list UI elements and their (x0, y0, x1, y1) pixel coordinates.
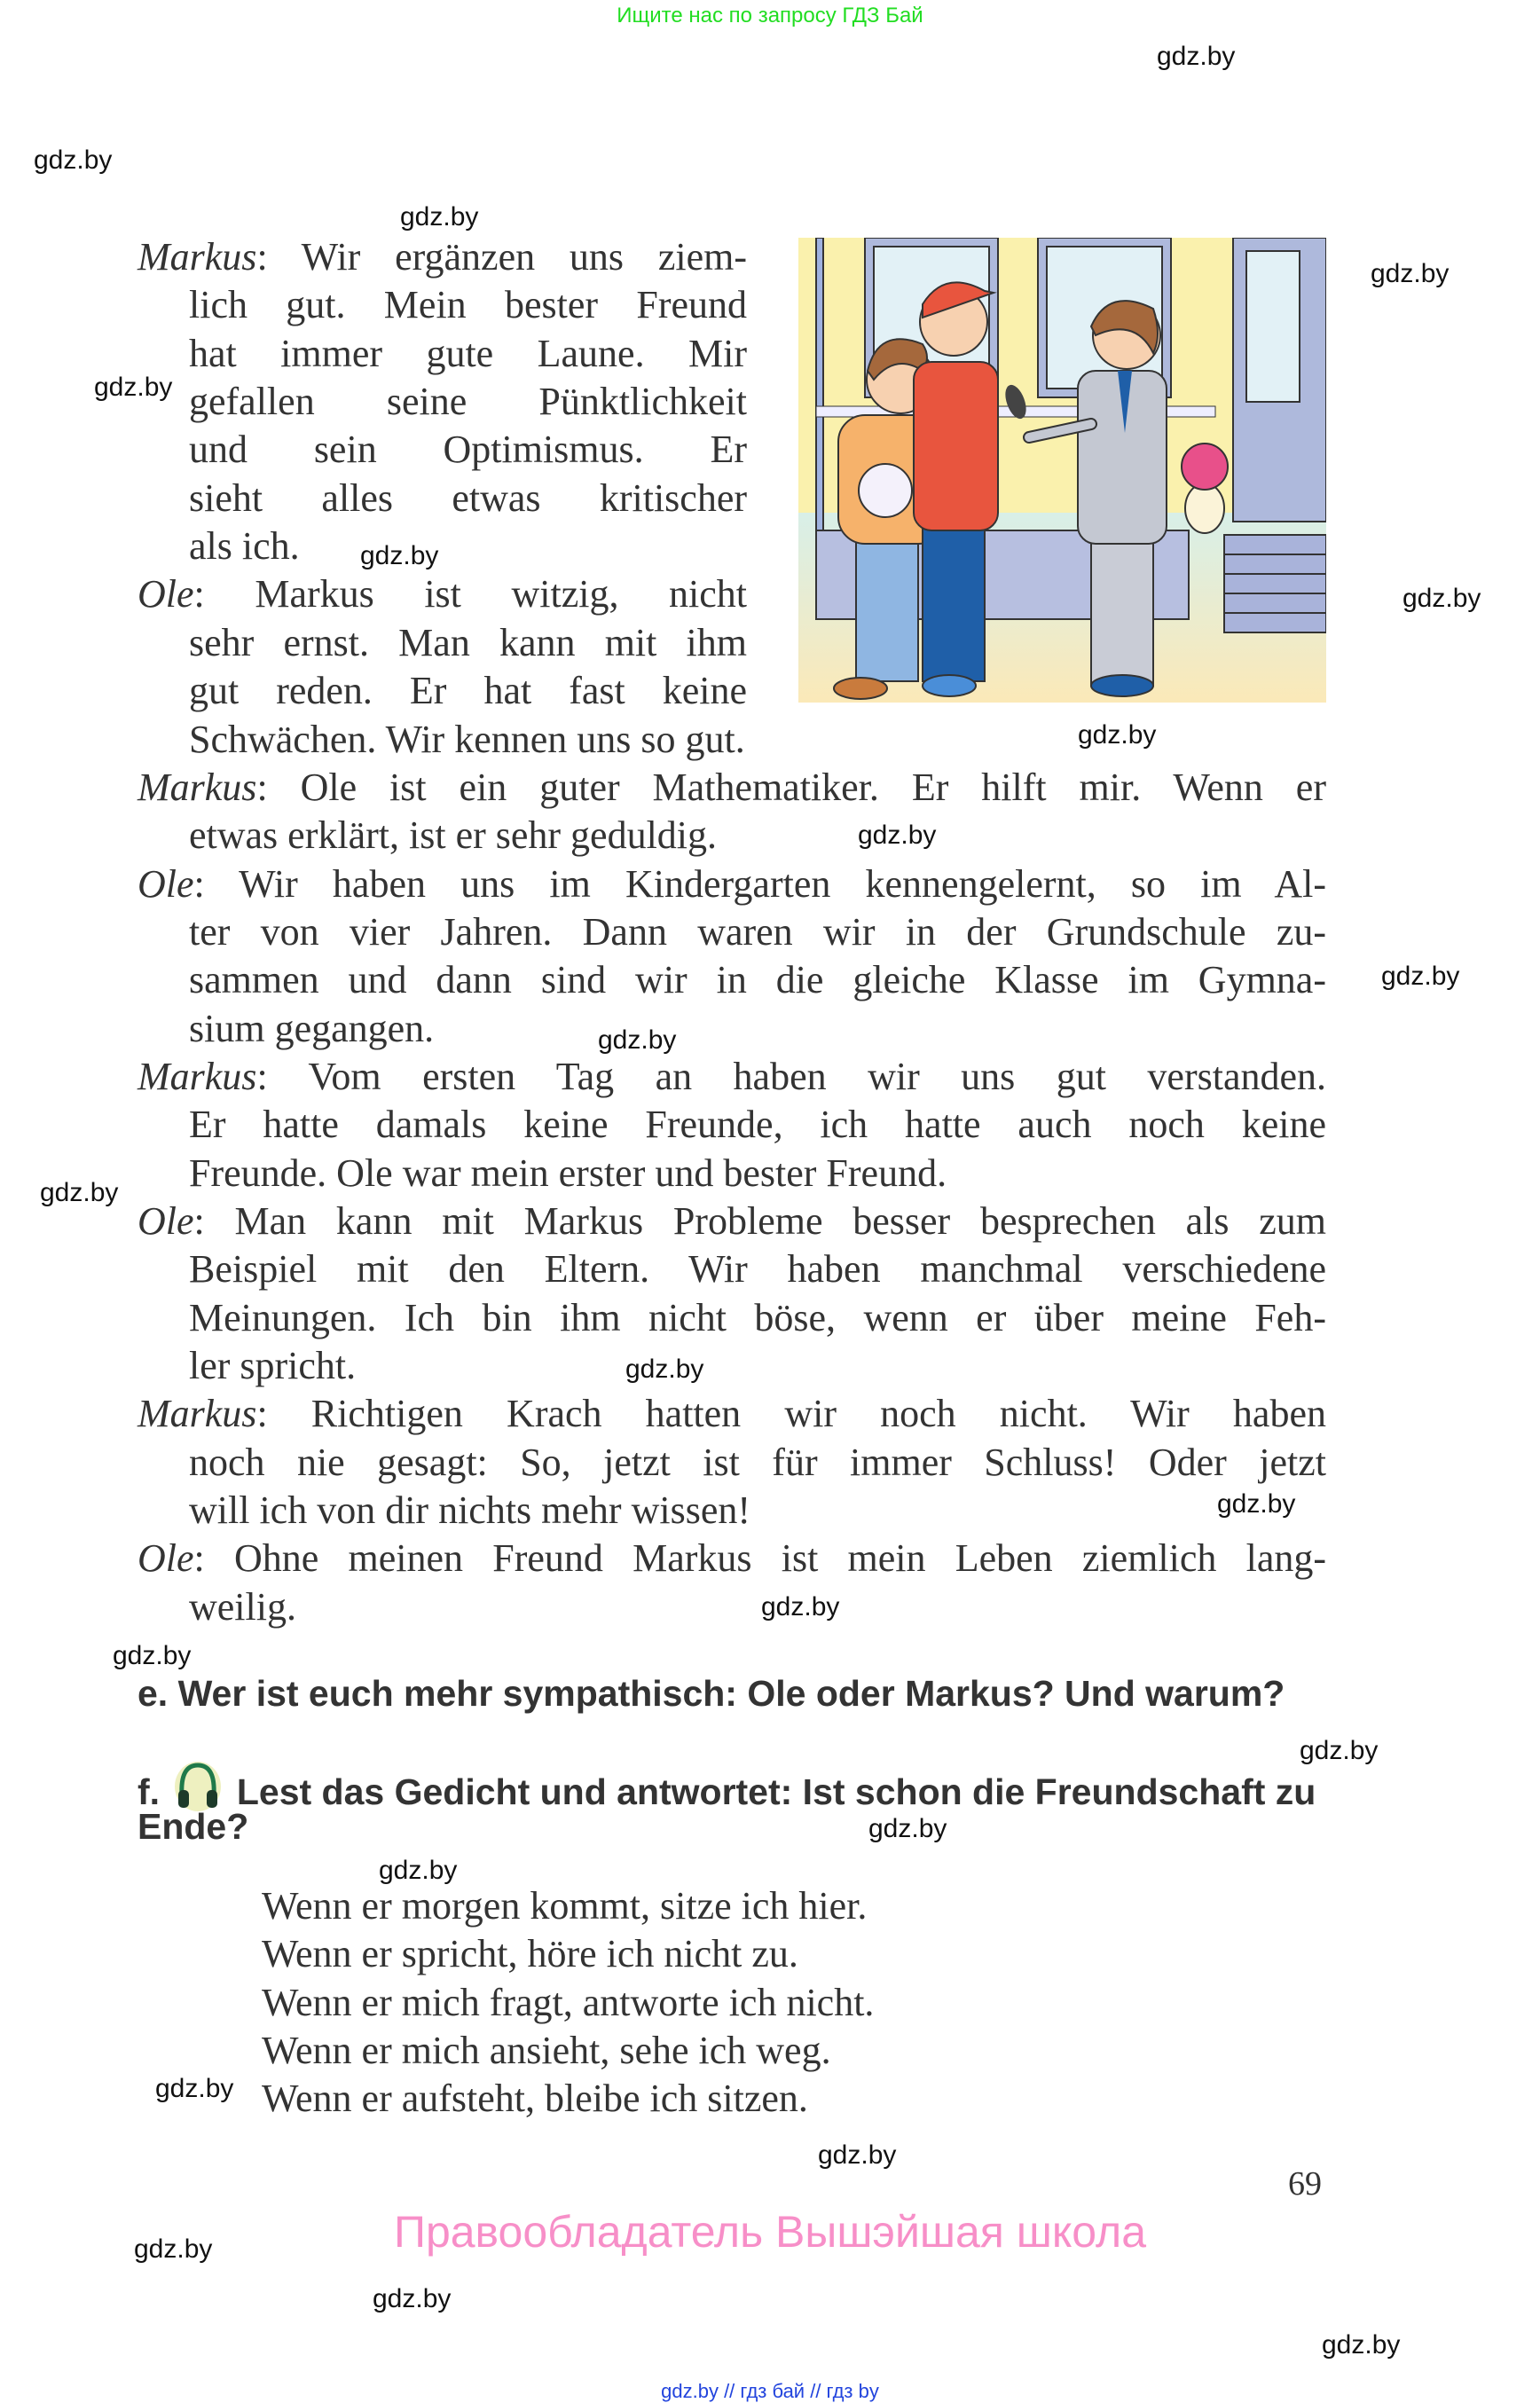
dialogue-text-span: : Markus ist witzig, nicht (193, 572, 747, 616)
dialogue-text-span: Beispiel mit den Eltern. Wir haben manchmal verschiedene (189, 1247, 1326, 1292)
task-f-text: Lest das Gedicht und antwortet: Ist schon die Freundschaft zu (236, 1771, 1316, 1812)
dialogue-text-span: lich gut. Mein bester Freund (189, 283, 747, 327)
search-banner[interactable]: Ищите нас по запросу ГДЗ Бай (617, 4, 923, 27)
watermark: gdz.by (1322, 2330, 1401, 2360)
dialogue-text-span: will ich von dir nichts mehr wissen! (189, 1488, 751, 1533)
dialogue-text-span: ter von vier Jahren. Dann waren wir in der Grundschule zu- (189, 909, 1326, 954)
dialogue-line (189, 667, 747, 715)
dialogue-text-span: gefallen seine Pünktlichkeit (189, 380, 747, 424)
dialogue-line (189, 812, 1326, 860)
watermark: gdz.by (818, 2140, 897, 2170)
dialogue-line (189, 1150, 1326, 1198)
copyright-notice: Правообладатель Вышэйшая школа (394, 2207, 1146, 2257)
dialogue-line (189, 956, 1326, 1004)
dialogue-text-span: als ich. (189, 524, 300, 569)
dialogue-text-span: und sein Optimismus. Er (189, 428, 747, 472)
watermark: gdz.by (1157, 42, 1236, 71)
dialogue-text-span: etwas erklärt, ist er sehr geduldig. (189, 813, 718, 858)
dialogue-text-span: : Wir haben uns im Kindergarten kennengelernt, so im Al- (193, 861, 1326, 906)
speaker-name: Ole (138, 1199, 194, 1243)
dialogue-line (189, 1294, 1326, 1342)
watermark: gdz.by (625, 1355, 704, 1384)
watermark: gdz.by (40, 1178, 119, 1207)
dialogue-line (189, 522, 747, 570)
dialogue-line (189, 1439, 1326, 1487)
speaker-name: Markus (138, 1054, 257, 1098)
speaker-name: Markus (138, 235, 257, 279)
dialogue-text-span: : Ole ist ein guter Mathematiker. Er hilft mir. Wenn er (256, 765, 1326, 809)
dialogue-text-span: Er hatte damals keine Freunde, ich hatte auch noch keine (189, 1103, 1326, 1147)
poem-line: Wenn er morgen kommt, sitze ich hier. (262, 1884, 868, 1928)
poem-line: Wenn er mich fragt, antworte ich nicht. (262, 1980, 875, 2024)
watermark: gdz.by (1371, 259, 1450, 288)
speaker-line (138, 764, 1326, 812)
speaker-line (138, 860, 1326, 908)
dialogue-line (189, 1487, 1326, 1535)
dialogue-text-span: ler spricht. (189, 1344, 357, 1388)
dialogue-text-span: : Vom ersten Tag an haben wir uns gut verstanden. (256, 1054, 1326, 1098)
watermark: gdz.by (400, 202, 479, 232)
watermark: gdz.by (1078, 720, 1157, 750)
dialogue-text-span: sehr ernst. Man kann mit ihm (189, 620, 747, 664)
dialogue-line (189, 716, 747, 764)
dialogue-line (189, 426, 747, 474)
dialogue-line (189, 475, 747, 522)
dialogue-text-span: : Man kann mit Markus Probleme besser besprechen als zum (193, 1199, 1326, 1243)
footer-links[interactable]: gdz.by // гдз бай // гдз by (661, 2380, 879, 2402)
dialogue-line (189, 908, 1326, 956)
speaker-line (138, 570, 747, 618)
dialogue-line (189, 1342, 1326, 1390)
dialogue-text-span: Freunde. Ole war mein erster und bester Freund. (189, 1150, 947, 1195)
poem-line: Wenn er mich ansieht, sehe ich weg. (262, 2029, 831, 2073)
dialogue-text-span: : Richtigen Krach hatten wir noch nicht. Wir haben (256, 1392, 1326, 1436)
dialogue-text-span: sium gegangen. (189, 1006, 435, 1050)
watermark: gdz.by (113, 1641, 192, 1670)
speaker-name: Markus (138, 765, 257, 809)
dialogue-text-span: Meinungen. Ich bin ihm nicht böse, wenn er über meine Feh- (189, 1295, 1326, 1339)
speaker-name: Ole (138, 572, 194, 616)
dialogue-line (189, 1005, 1326, 1053)
school-interview-illustration (790, 238, 1326, 703)
watermark: gdz.by (373, 2284, 452, 2313)
speaker-line (138, 1535, 1326, 1582)
speaker-name: Ole (138, 861, 194, 906)
dialogue-text-span: hat immer gute Laune. Mir (189, 331, 747, 375)
dialogue-line (189, 1101, 1326, 1149)
task-f-continuation: Ende? (138, 1806, 249, 1847)
dialogue-text-span: noch nie gesagt: So, jetzt ist für immer Schluss! Oder jetzt (189, 1440, 1326, 1484)
dialogue-text-span: sammen und dann sind wir in die gleiche Klasse im Gymna- (189, 958, 1326, 1002)
poem-line: Wenn er spricht, höre ich nicht zu. (262, 1932, 798, 1976)
watermark: gdz.by (360, 541, 439, 570)
dialogue-line (189, 1583, 1326, 1631)
task-f (138, 1760, 1316, 1813)
watermark: gdz.by (1402, 584, 1481, 613)
dialogue-text-span: Schwächen. Wir kennen uns so gut. (189, 717, 745, 761)
watermark: gdz.by (379, 1856, 458, 1885)
watermark: gdz.by (94, 373, 173, 402)
dialogue-text-span: weilig. (189, 1584, 296, 1629)
speaker-line (138, 1053, 1326, 1101)
dialogue-line (189, 330, 747, 378)
watermark: gdz.by (1300, 1736, 1379, 1765)
watermark: gdz.by (1381, 962, 1460, 991)
speaker-line (138, 1198, 1326, 1245)
speaker-line (138, 233, 747, 281)
page-number: 69 (1288, 2165, 1322, 2203)
watermark: gdz.by (155, 2074, 234, 2103)
speaker-name: Ole (138, 1536, 194, 1581)
dialogue-text-span: sieht alles etwas kritischer (189, 475, 747, 520)
speaker-line (138, 1390, 1326, 1438)
poem-line: Wenn er aufsteht, bleibe ich sitzen. (262, 2077, 808, 2121)
illustration (790, 238, 1326, 703)
headphones-icon[interactable] (173, 1760, 223, 1811)
dialogue-line (189, 619, 747, 667)
task-f-label: f. (138, 1771, 161, 1812)
dialogue-text-span: gut reden. Er hat fast keine (189, 669, 747, 713)
dialogue-text-span: : Ohne meinen Freund Markus ist mein Leben ziemlich lang- (193, 1536, 1326, 1581)
watermark: gdz.by (761, 1592, 840, 1622)
watermark: gdz.by (134, 2234, 213, 2264)
watermark: gdz.by (858, 821, 937, 850)
dialogue-line (189, 281, 747, 329)
watermark: gdz.by (1217, 1489, 1296, 1519)
dialogue-text-span: : Wir ergänzen uns ziem- (256, 235, 747, 279)
task-e: e. Wer ist euch mehr sympathisch: Ole oder Markus? Und warum? (138, 1673, 1285, 1714)
dialogue-line (189, 1245, 1326, 1293)
dialogue-line (189, 378, 747, 426)
watermark: gdz.by (868, 1814, 947, 1843)
watermark: gdz.by (598, 1025, 677, 1055)
watermark: gdz.by (34, 145, 113, 175)
speaker-name: Markus (138, 1392, 257, 1436)
